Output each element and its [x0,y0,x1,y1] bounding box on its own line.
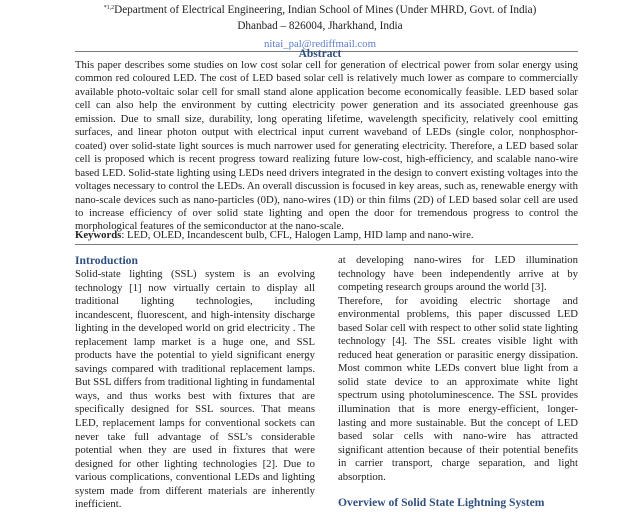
overview-heading: Overview of Solid State Lightning System [338,496,545,510]
right-column [338,254,578,510]
affiliation [0,1,640,17]
abstract-title: Abstract [298,48,342,60]
keywords [75,229,578,242]
keywords-text: : LED, OLED, Incandescent bulb, CFL, Halogen Lamp, HID lamp and nano-wire. [121,229,474,241]
left-column [75,254,315,512]
email-link[interactable]: nitai_pal@rediffmail.com [264,38,376,50]
abstract-text: This paper describes some studies on low cost solar cell for generation of electrical power from solar energy using common red coloured LED. The cost of LED based solar cell is relatively much lower as compare to commercially available photo-voltaic solar cell for small stand alone application become economically feasible. LED based solar cell can also help the environment by cutting electricity power generation and its associated greenhouse gas emission. Due to small size, durability, long operating lifetime, wavelength specificity, relatively cool emitting surfaces, and linear photon output with electrical input current waveband of LEDs (single color, nonphosphor-coated) over solid-state light sources is much narrower used for generating electricity. Therefore, a LED based solar cell is proposed which is recent progress toward realizing future low-cost, high-efficiency, and scalable nano-wire based LED. Solid-state lighting using LEDs need drivers integrated in the design to convert existing voltages into the voltages necessary to control the LEDs. An overall discussion is focused in key areas, such as, renewable energy with nano-scale devices such as nano-particles (0D), nano-wires (1D) or thin films (2D) of LED based solar cell are used to increase efficiency of over solid state lighting and open the door for tremendous progress to control the morphological features of the semiconductor at the nano-scale. [75,59,578,233]
introduction-heading: Introduction [75,254,138,267]
keywords-divider [75,244,578,245]
affiliation-marker: *1,2 [103,5,115,11]
section-spacer [338,484,578,496]
right-paragraph-2: Therefore, for avoiding electric shortage and environmental problems, this paper discussed LED based Solar cell with respect to other solid state lighting technology [4]. The SSL creates visible light with reduced heat generation or parasitic energy dissipation. Most common white LEDs convert blue light from a solid state device to an approximate white light spectrum using photoluminescence. The SSL provides illumination that is more energy-efficient, longer-lasting and more sustainable. But the concept of LED based solar cells with nano-wire has attracted significant attention because of their potential benefits in carrier transport, charge separation, and light absorption. [338,294,578,483]
right-paragraph-1: at developing nano-wires for LED illumination technology have been independently arrive at by competing research groups around the world [3]. [338,254,578,294]
address: Dhanbad – 826004, Jharkhand, India [237,20,403,32]
affiliation-text: Department of Electrical Engineering, Indian School of Mines (Under MHRD, Govt. of India) [114,4,537,16]
keywords-label: Keywords [75,229,122,241]
introduction-paragraph: Solid-state lighting (SSL) system is an evolving technology [1] now virtually certain to display all traditional lighting technologies, including incandescent, fluorescent, and high-intensity discharge lighting in the developed world on grid electricity . The replacement lamp market is a huge one, and SSL products have the potential to yield significant energy savings compared with traditional replacement lamps. But SSL differs from traditional lighting in fundamental ways, and thus works best with fixtures that are specifically designed for SSL sources. That means LED, replacement lamps for conventional sockets can never take full advantage of SSL’s considerable potential when they are used in fixtures that were designed for other lighting technologies [2]. Due to various complications, conventional LEDs and lighting system made from different materials are inherently inefficient. [75,268,315,511]
